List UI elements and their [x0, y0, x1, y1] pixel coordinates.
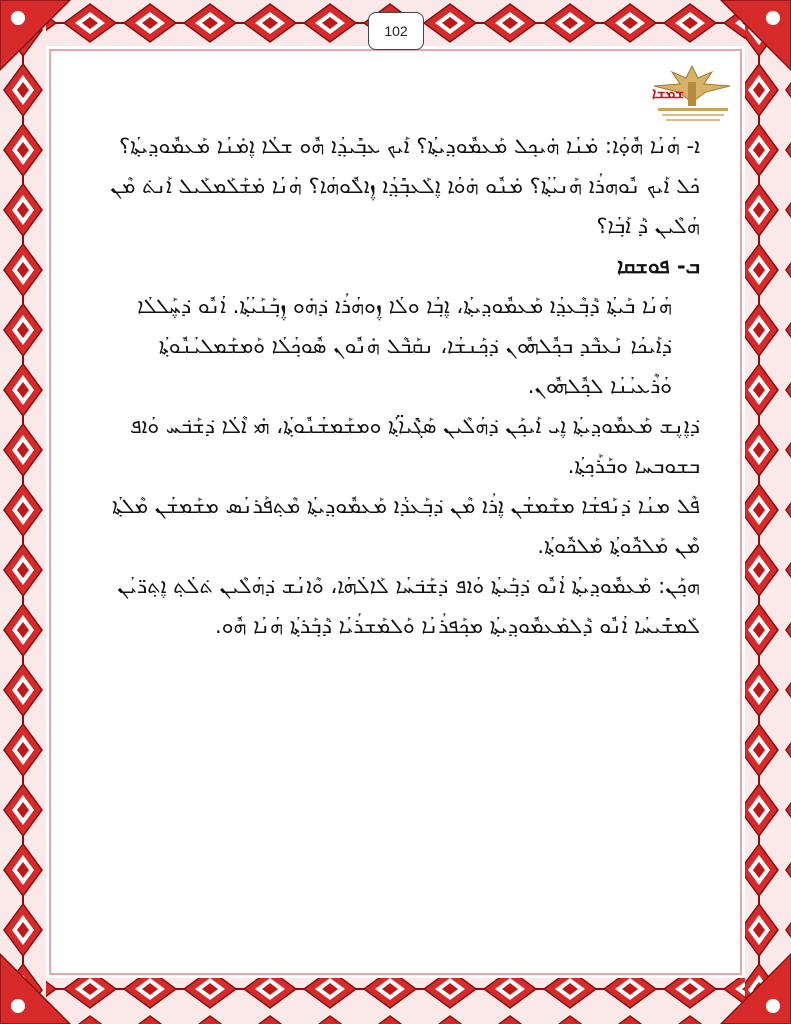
paragraph-2: ܕ݁ܐ݆ܢ݆ܫ ܡܰܥܡܽܘܕ݂ܝܬ݂ܳܐ ܐ݆ܝ ܐܰܝܟ݂ܰܢ ܕ݁ܗܳܠܶܝܢ ܣܰܓ݁ܺܝܐ̈ܬ݂ܳܐ ܘܡܫܰܡܫܳܢܽܘܬ݂ܳܐ، ܗ̇ܝ ܐܶܠܳܐ ܕ݁ܫܰܒ݁ܚ ܘܳܐܦ ܒܫܘܒܚܐ ܘܒܰܪܰܟ݂ܬ݂ܳܐ. — [129, 414, 700, 478]
page-number: 102 — [368, 12, 424, 50]
section-heading: ܒ- ܦܘܫܩܐ — [616, 254, 700, 278]
paragraph-3: ܦܶܠ ܡܢܳܐ ܕ݁ܢܰܦܫܳܐ ܡܫܰܡܫܳܢ ܐ݆ܪܳܐ ܡܶܢ ܕ݁ܒ݂ܰܥܕ݁ܳܐ ܡܰܥܡܽܘܕ݂ܝܬ݂ܳܐ ܡܶܬ݂ܦܰܪܢܳܣ ܡܫܰܡܫܳܢ ܡܶܠܬ݂ܳܐ ܡܶܢ ܡܰܠܟ݁ܽܘܬ݂ܳܐ ܡܰܠܟ݁ܽܘܬ݂ܳܐ. — [112, 494, 700, 558]
document-body — [100, 126, 700, 646]
logo-title: ܫܡܫܐ — [651, 84, 685, 102]
paragraph-1: ܗܳܢܳܐ ܒܰܝܬ݂ܳܐ ܕ݁ܰܒ݂ܶܥܕ݂ܳܐ ܡܰܥܡܽܘܕ݂ܝܬ݂ܳܐ، ܐ݆ܒ݂ܳܐ ܘܠܳܐ ܙ݆ܘܗܳܪܳܐ ܕ݁ܗ̇ܘ ܙ݆ܒ݂ܰܢܰܝܳܬ݂ܳܐ. ܐܳܢܽܘ ܕ݁ܚ݆ܰܠܠܳܐ ܕ݁ܐܰܝܟܳܐ ܢܰܥܒ݁ܶܕ ܒܟ݂ܽܠܗܽܘܢ ܕ݁ܟ݂ܰܢܫܳܐ، ܢܩܰܒ݁ܶܠ ܗ̇ܢܽܘܢ ܣܽܘܟ݂ܳܠܳܐ ܘܰܡܫܰܡܠܝܳܢܽܘܬ݂ܳܐ ܘܳܪܶܥܝܳܢܳܐ ܠܟ݂ܽܠܗܽܘܢ. — [137, 294, 672, 398]
question-paragraph: ܐ- ܗܳܢܳܐ ܗܽܘ̣ܳܐ: ܡ̇ܢܳܐ ܗ̇ܝܟ݂ܠ ܡܰܥܡܽܘܕ݂ܝܬ݂ܳܐ؟ ܐܰܝܟ ܥܒ݂ܺܝܕ݂ܳܐ ܗܽܘ ܫܠܳܐ ܐ݆ܡ̇ܢܳܐ ܡܰܥܡܽܘܕ݂ܝܬ݂ܳܐ؟ ܟ̇ܠ ܐܰܝܟ ܢܽܘܗܪܳܐ ܗܰܢܝܳܬ݂ܳܐ؟ ܡ̇ܢܽܘ ܗ̇ܘܳܐ ܐ݆ܠܰܥܒ݂ܺܕ݂ܳܐ ܙ݆ܐܠܽܘܗܳܐ؟ ܗܳܢܳܐ ܡ̇ܫܰܠܰܡܠܰܝܠ ܐܰܢܬ݁ ܡܶܢ ܗܳܠܶܝܢ ܕ݁ܰ ܐܰܒ݂ܳܐ؟ — [110, 134, 700, 238]
paragraph-4: ܗܟ݂ܰܢ: ܡܰܥܡܽܘܕ݂ܝܬ݂ܳܐ ܐܳܢܽܘ ܕ݁ܒ݂ܰܝܬ݂ܳܐ ܘܳܐܦ ܕ݁ܫܰܒ݁ܚܳܐ ܠܰܐܠܳܗܳܐ، ܘܶܐܢܳܫ ܕ݁ܗܳܠܶܝܢ ܬ݁ܠܳܬ݂ ܐ݆ܬ݂ܪ̈ܝܳܢ ܠܰܡܫܺܝܚܳܐ ܐܳܢܽܘ ܕ݁ܰܠܡܰܥܡܽܘܕ݂ܝܬ݂ܳܐ ܡܟ݂ܰܦܪܳܢܳܐ ܘܰܠܡܰܫܪܳܝܳܐ ܕ݁ܰܒ݂ܰܪܬ݂ܳܐ ܗܳܢܳܐ ܗܽܘ. — [117, 574, 700, 638]
